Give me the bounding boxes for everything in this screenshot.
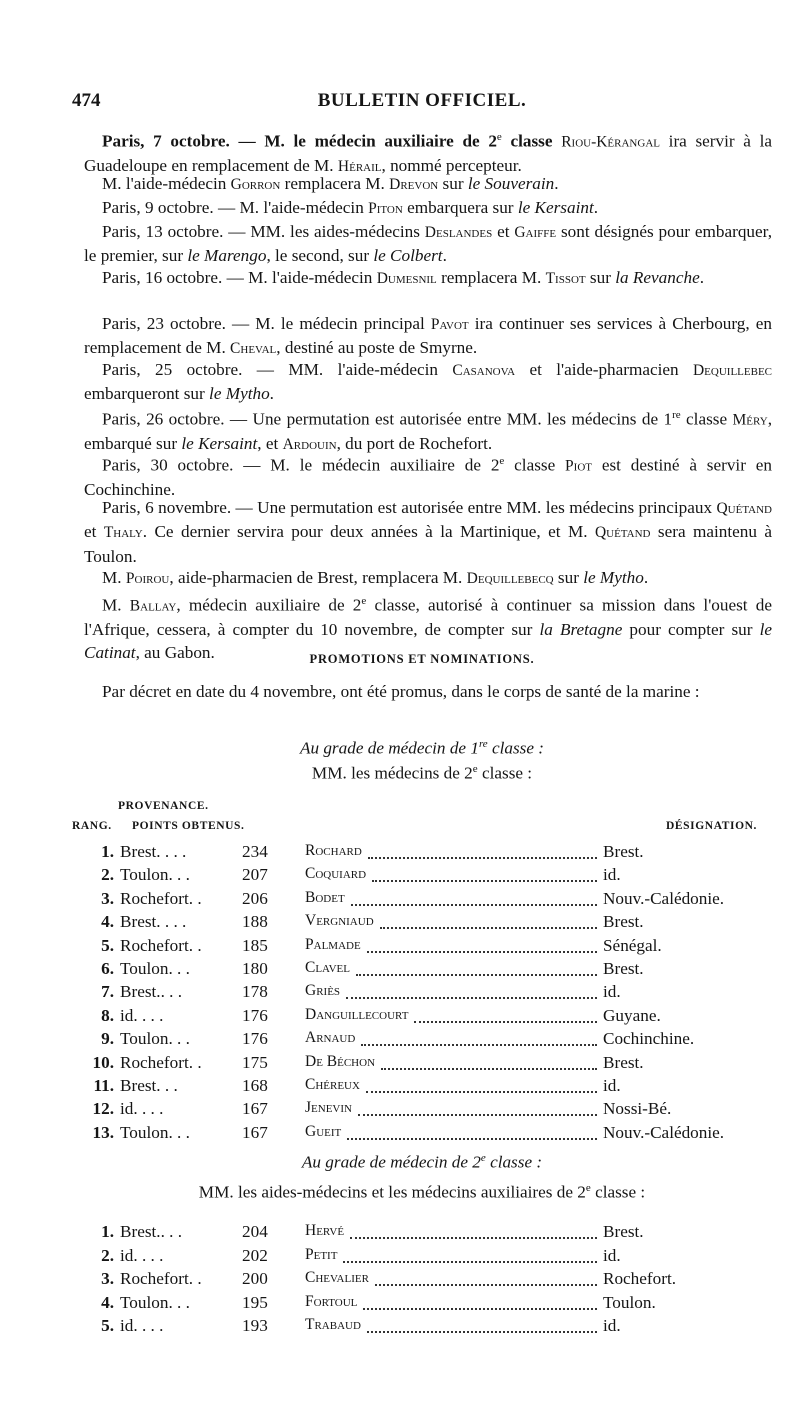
dot-leader (414, 1021, 597, 1023)
provenance-cell: id. . . . (120, 1245, 164, 1265)
points-cell: 178 (242, 982, 268, 1002)
designation-cell: Toulon. (603, 1292, 656, 1312)
provenance-cell: Brest. . . . (120, 912, 187, 932)
paragraph-text: Gorron (230, 176, 281, 193)
paragraph-text: . (269, 384, 274, 404)
paragraph-text: M. (102, 595, 130, 615)
designation-cell: id. (603, 1245, 621, 1265)
paragraph-text: Poirou (125, 570, 170, 587)
provenance-cell: Toulon. . . (120, 865, 190, 885)
points-cell: 168 (242, 1076, 268, 1095)
rank-cell: 8. (101, 1005, 114, 1025)
table-row (0, 1053, 800, 1076)
paragraph-text: Paris, 23 octobre. — M. le médecin principal (102, 314, 431, 333)
paragraph-text: et (84, 522, 104, 542)
paragraph-text: Cheval (230, 340, 277, 358)
rank-cell: 3. (101, 888, 114, 908)
running-title: BULLETIN OFFICIEL. (317, 90, 527, 111)
name-cell: Arnaud (305, 1029, 356, 1047)
name-cell: Hervé (305, 1222, 345, 1239)
name-cell: Bodet (305, 888, 345, 906)
provenance-cell: Toulon. . . (120, 1292, 190, 1312)
paragraph-text: , et (257, 434, 283, 454)
paragraph-text: le Kersaint (517, 198, 594, 217)
paragraph-text: la Revanche (615, 268, 700, 287)
paragraph-text: Piton (368, 200, 403, 217)
paragraph-text: sont désignés pour embarquer, le premier, sur (84, 222, 772, 266)
paragraph-text: , médecin auxiliaire de 2 (176, 595, 362, 615)
provenance-cell: Rochefort. . (120, 935, 202, 955)
provenance-cell: Toulon. . . (120, 1029, 190, 1049)
rank-cell: 12. (92, 1099, 114, 1119)
provenance-cell: Brest.. . . (120, 1222, 183, 1241)
column-header-designation: DÉSIGNATION. (666, 820, 758, 832)
dot-leader (343, 1261, 597, 1263)
paragraph-text: , destiné au poste de Smyrne. (276, 338, 478, 358)
paragraph-text: Riou-Kérangal (561, 133, 660, 151)
name-cell: Clavel (305, 959, 350, 976)
announcement-paragraph (84, 312, 772, 361)
paragraph-text: le Mytho (583, 568, 644, 587)
table-row (0, 1076, 800, 1099)
provenance-cell: Brest. . . . (120, 842, 187, 861)
paragraph-text: Drevon (389, 176, 439, 193)
grade-subtitle-2: MM. les aides-médecins et les médecins auxiliaires de 2e classe : (198, 1182, 646, 1202)
points-cell: 175 (242, 1052, 268, 1072)
announcement-paragraph (84, 196, 772, 220)
name-cell: Coquiard (305, 865, 367, 883)
name-cell: Chevalier (305, 1269, 369, 1287)
designation-cell: id. (603, 982, 621, 1002)
table-row (0, 982, 800, 1005)
rank-cell: 13. (92, 1122, 114, 1142)
rank-cell: 2. (101, 1245, 114, 1265)
paragraph-text: Dequillebec (692, 362, 772, 379)
table-row (0, 1029, 800, 1052)
paragraph-text: Ardouin (282, 436, 337, 454)
section-heading: PROMOTIONS ET NOMINATIONS. (309, 652, 535, 666)
table-row (0, 865, 800, 888)
table-row (0, 936, 800, 959)
paragraph-text: ira continuer ses services à Cherbourg, en remplacement de M. (84, 314, 772, 358)
points-cell: 188 (242, 912, 268, 932)
table-row (0, 1099, 800, 1122)
paragraph-text: Paris, 9 octobre. — M. l'aide-médecin (102, 198, 369, 217)
designation-cell: id. (603, 1076, 621, 1095)
paragraph-text: Dumesnil (376, 270, 437, 287)
designation-cell: Nossi-Bé. (603, 1099, 672, 1119)
provenance-cell: id. . . . (120, 1005, 164, 1025)
rank-cell: 2. (101, 865, 114, 885)
page-header (72, 90, 772, 116)
designation-cell: Brest. (603, 1052, 644, 1072)
provenance-cell: Rochefort. . (120, 1269, 202, 1289)
dot-leader (358, 1114, 597, 1116)
paragraph-text: . (699, 268, 704, 287)
announcement-paragraph (84, 358, 772, 406)
designation-cell: Guyane. (603, 1005, 661, 1025)
dot-leader (367, 1331, 597, 1333)
paragraph-text: , du port de Rochefort. (336, 434, 493, 454)
table-row (0, 1246, 800, 1269)
paragraph-text: Hérail (337, 158, 382, 176)
table-row (0, 1293, 800, 1316)
paragraph-text: le Mytho (209, 384, 270, 404)
designation-cell: Nouv.-Calédonie. (603, 888, 725, 908)
rank-cell: 10. (92, 1052, 114, 1072)
paragraph-text: Casanova (452, 362, 516, 379)
rank-cell: 1. (101, 1222, 114, 1241)
paragraph-text: la Bretagne (539, 620, 623, 640)
paragraph-text: classe (680, 409, 733, 429)
designation-cell: Brest. (603, 842, 644, 861)
provenance-cell: Brest. . . (120, 1076, 178, 1095)
paragraph-text: , le second, sur (266, 246, 374, 266)
designation-cell: id. (603, 1316, 621, 1336)
rank-cell: 4. (101, 912, 114, 932)
announcement-paragraph (84, 496, 772, 568)
designation-cell: id. (603, 865, 621, 885)
paragraph-text: M. (102, 568, 126, 587)
paragraph-text: et (492, 222, 515, 241)
points-cell: 167 (242, 1122, 268, 1142)
dot-leader (381, 1068, 597, 1070)
paragraph-text: Quétand (594, 524, 651, 542)
paragraph-text: classe, autorisé à continuer sa mission dans l'ouest de l'Afrique, cessera, à compter du 10 novembre, de compter sur (84, 595, 772, 640)
paragraph-text: e (361, 595, 367, 607)
paragraph-text: e (496, 131, 502, 143)
points-cell: 195 (242, 1292, 268, 1312)
announcement-paragraph (84, 450, 772, 501)
paragraph-text: remplacera M. (280, 174, 390, 193)
paragraph-text: le Colbert (373, 246, 443, 266)
rank-cell: 5. (101, 935, 114, 955)
designation-cell: Sénégal. (603, 935, 662, 955)
dot-leader (346, 997, 597, 999)
announcement-paragraph (84, 404, 772, 456)
paragraph-text: Dequillebecq (466, 570, 554, 587)
table-row (0, 842, 800, 865)
dot-leader (366, 1091, 597, 1093)
provenance-cell: id. . . . (120, 1316, 164, 1336)
column-header-points: POINTS OBTENUS. (132, 820, 245, 832)
dot-leader (380, 927, 597, 929)
paragraph-text: . (593, 198, 599, 217)
name-cell: Vergniaud (305, 912, 374, 930)
table-row (0, 1222, 800, 1245)
rank-cell: 6. (101, 959, 114, 978)
paragraph-text: classe (501, 131, 562, 151)
name-cell: Petit (305, 1245, 338, 1263)
dot-leader (347, 1138, 597, 1140)
paragraph-text: est destiné à servir en Cochinchine. (84, 455, 772, 500)
name-cell: Fortoul (305, 1292, 358, 1310)
provenance-cell: Toulon. . . (120, 1122, 190, 1142)
paragraph-text: sur (585, 268, 616, 287)
grade-subtitle-1: MM. les médecins de 2e classe : (311, 763, 533, 783)
points-cell: 185 (242, 935, 268, 955)
paragraph-text: Paris, 26 octobre. — Une permutation est autorisée entre MM. les médecins de 1 (102, 409, 673, 429)
points-cell: 167 (242, 1099, 268, 1119)
paragraph-text: re (672, 409, 681, 421)
dot-leader (363, 1308, 597, 1310)
paragraph-text: Pavot (430, 316, 469, 333)
page-number: 474 (72, 90, 101, 111)
paragraph-text: pour compter sur (622, 620, 760, 640)
table-row (0, 959, 800, 982)
paragraph-text: Paris, 16 octobre. — M. l'aide-médecin (102, 268, 377, 287)
dot-leader (361, 1044, 597, 1046)
paragraph-text: Quétand (716, 500, 772, 517)
paragraph-text: Méry (732, 411, 768, 429)
announcement-paragraph (84, 220, 772, 268)
provenance-cell: Toulon. . . (120, 959, 190, 978)
paragraph-text: , aide-pharmacien de Brest, remplacera M. (169, 568, 467, 587)
grade-title-2: Au grade de médecin de 2e classe : (301, 1152, 543, 1172)
paragraph-text: , au Gabon. (135, 643, 215, 663)
rank-cell: 9. (101, 1029, 114, 1049)
rank-cell: 11. (93, 1076, 114, 1095)
paragraph-text: embarquera sur (402, 198, 518, 217)
points-cell: 206 (242, 888, 268, 908)
name-cell: Danguillecourt (305, 1005, 409, 1023)
paragraph-text: . (554, 174, 559, 193)
dot-leader (372, 880, 597, 882)
points-cell: 176 (242, 1029, 268, 1049)
paragraph-text: Thaly (103, 524, 143, 542)
paragraph-text: Paris, 25 octobre. — MM. l'aide-médecin (102, 360, 453, 379)
column-header-rang: RANG. (72, 820, 112, 832)
name-cell: Chéreux (305, 1076, 360, 1093)
paragraph-text: Paris, 13 octobre. — MM. les aides-médecins (102, 222, 425, 241)
rank-cell: 1. (101, 842, 114, 861)
paragraph-text: sera maintenu à Toulon. (84, 522, 772, 566)
paragraph-text: . (442, 246, 447, 266)
paragraph-text: , nommé percepteur. (381, 156, 522, 176)
rank-cell: 7. (101, 982, 114, 1002)
name-cell: Rochard (305, 842, 362, 859)
column-header-provenance: PROVENANCE. (118, 800, 209, 812)
paragraph-text: Ballay (129, 597, 177, 615)
paragraph-text: ira servir à la Guadeloupe en remplacement de M. (84, 131, 772, 176)
provenance-cell: Brest.. . . (120, 982, 183, 1002)
paragraph-text: le Souverain (467, 174, 555, 193)
dot-leader (350, 1237, 597, 1239)
provenance-cell: Rochefort. . (120, 888, 202, 908)
paragraph-text: sur (553, 568, 584, 587)
paragraph-text: e (499, 455, 505, 467)
points-cell: 202 (242, 1245, 268, 1265)
designation-cell: Brest. (603, 1222, 644, 1241)
name-cell: Trabaud (305, 1316, 361, 1334)
dot-leader (351, 904, 597, 906)
paragraph-text: Piot (565, 457, 592, 475)
points-cell: 234 (242, 842, 268, 861)
table-row (0, 912, 800, 935)
designation-cell: Cochinchine. (603, 1029, 695, 1049)
points-cell: 207 (242, 865, 268, 885)
rank-cell: 3. (101, 1269, 114, 1289)
dot-leader (367, 951, 597, 953)
dot-leader (368, 857, 597, 859)
paragraph-text: Paris, 7 octobre. — M. le médecin auxiliaire de 2 (102, 131, 497, 151)
dot-leader (375, 1284, 597, 1286)
table-row (0, 1316, 800, 1339)
name-cell: Gueit (305, 1122, 342, 1140)
designation-cell: Brest. (603, 959, 644, 978)
name-cell: Jenevin (305, 1099, 352, 1117)
points-cell: 204 (242, 1222, 268, 1241)
paragraph-text: embarqueront sur (84, 384, 210, 404)
table-row (0, 1123, 800, 1146)
designation-cell: Brest. (603, 912, 644, 932)
designation-cell: Rochefort. (603, 1269, 677, 1289)
paragraph-text: M. l'aide-médecin (102, 174, 231, 193)
name-cell: Griès (305, 982, 341, 1000)
paragraph-text: Gaiffe (514, 224, 557, 241)
paragraph-text: Paris, 6 novembre. — Une permutation est autorisée entre MM. les médecins principaux (102, 498, 717, 517)
paragraph-text: sur (438, 174, 468, 193)
points-cell: 180 (242, 959, 268, 978)
dot-leader (356, 974, 597, 976)
points-cell: 200 (242, 1269, 268, 1289)
provenance-cell: Rochefort. . (120, 1052, 202, 1072)
table-row (0, 889, 800, 912)
paragraph-text: et l'aide-pharmacien (515, 360, 693, 379)
announcement-paragraph (84, 266, 772, 290)
rank-cell: 4. (101, 1292, 114, 1312)
table-row (0, 1269, 800, 1292)
grade-title-1: Au grade de médecin de 1re classe : (299, 738, 545, 758)
points-cell: 176 (242, 1005, 268, 1025)
name-cell: Palmade (305, 935, 361, 953)
name-cell: De Béchon (305, 1052, 376, 1070)
rank-cell: 5. (101, 1316, 114, 1336)
paragraph-text: Paris, 30 octobre. — M. le médecin auxiliaire de 2 (102, 455, 500, 475)
paragraph-text: Tissot (545, 270, 586, 287)
provenance-cell: id. . . . (120, 1099, 164, 1119)
paragraph-text: remplacera M. (436, 268, 546, 287)
announcement-paragraph (84, 566, 772, 590)
paragraph-text: classe (504, 455, 566, 475)
paragraph-text: le Kersaint (181, 434, 258, 454)
announcement-paragraph (84, 126, 772, 178)
table-row (0, 1006, 800, 1029)
paragraph-text: . (643, 568, 649, 587)
paragraph-text: Deslandes (424, 224, 493, 241)
announcement-paragraph (84, 172, 772, 196)
paragraph-text: le Catinat (84, 620, 772, 663)
paragraph-text: . Ce dernier servira pour deux années à la Martinique, et M. (142, 522, 595, 542)
points-cell: 193 (242, 1316, 268, 1336)
paragraph-text: le Marengo (187, 246, 267, 266)
designation-cell: Nouv.-Calédonie. (603, 1122, 725, 1142)
paragraph-text: , embarqué sur (84, 409, 772, 454)
decree-intro: Par décret en date du 4 novembre, ont été promus, dans le corps de santé de la marine : (102, 682, 700, 701)
